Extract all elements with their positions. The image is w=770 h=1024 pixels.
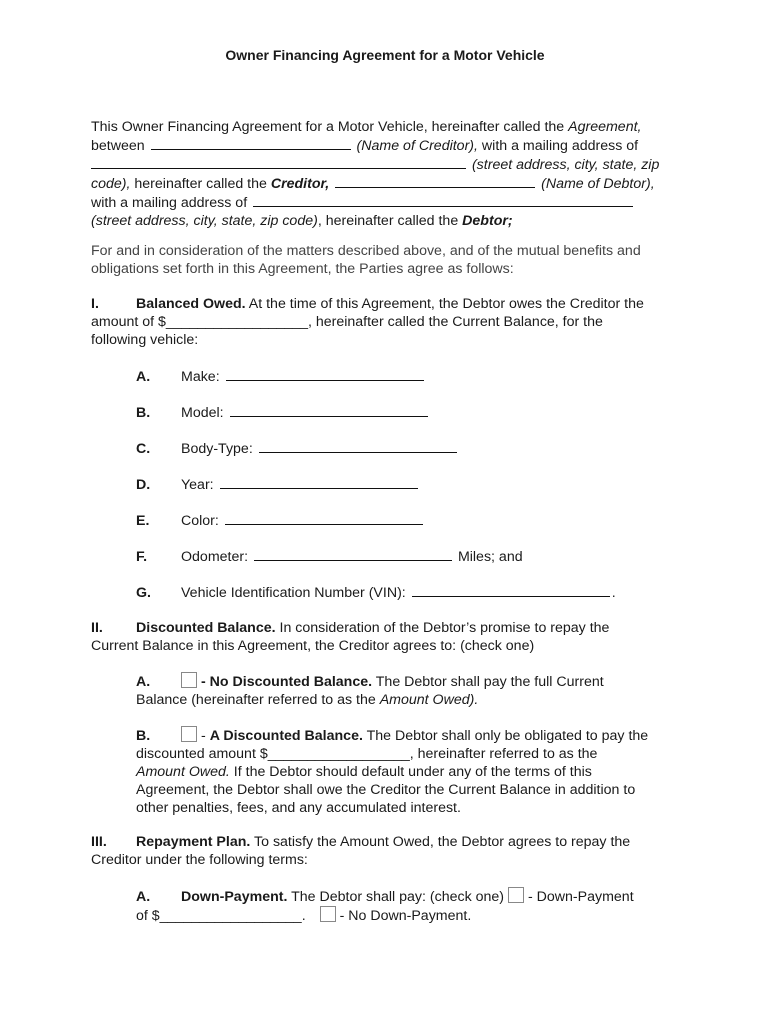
make-label: Make: <box>181 369 220 385</box>
item-letter: F. <box>136 549 148 565</box>
year-label: Year: <box>181 477 214 493</box>
intro-paragraph <box>91 118 681 230</box>
down-payment-option: - Down-Payment <box>527 889 634 905</box>
dash: - <box>201 728 206 744</box>
no-down-payment-option: - No Down-Payment. <box>339 908 472 924</box>
mailing-text: with a mailing address of <box>481 138 639 154</box>
item-letter: D. <box>136 477 151 493</box>
body-type-label: Body-Type: <box>181 441 253 457</box>
section-3-text: To satisfy the Amount Owed, the Debtor agrees to repay the <box>254 834 631 850</box>
section-1-amount-line: amount of $__________________, hereinafter called the Current Balance, for the <box>91 314 603 330</box>
section-2-number: II. <box>91 620 103 636</box>
street-address-hint: (street address, city, state, zip <box>471 157 660 173</box>
odometer-label: Odometer: <box>181 549 249 565</box>
color-label: Color: <box>181 513 219 529</box>
default-text-3: other penalties, fees, and any accumulated interest. <box>136 800 461 816</box>
body-type-blank[interactable] <box>259 439 457 453</box>
discount-amount-line: discounted amount $__________________, hereinafter referred to as the <box>136 746 598 762</box>
down-payment-heading: Down-Payment. <box>181 889 288 905</box>
discount-heading: A Discounted Balance. <box>209 728 363 744</box>
section-3 <box>91 833 681 869</box>
section-1-heading: Balanced Owed. <box>136 296 246 312</box>
vin-blank[interactable] <box>412 583 610 597</box>
street-address-hint-2: (street address, city, state, zip code) <box>91 213 318 229</box>
discount-text: The Debtor shall only be obligated to pay the <box>366 728 649 744</box>
year-blank[interactable] <box>220 475 418 489</box>
vehicle-vin-row <box>136 583 616 602</box>
creditor-address-blank[interactable] <box>91 155 466 169</box>
section-3-number: III. <box>91 834 107 850</box>
amount-owed-term: Amount Owed. <box>136 764 230 780</box>
section-1 <box>91 295 681 349</box>
name-of-creditor-hint: (Name of Creditor), <box>356 138 478 154</box>
vehicle-model-row <box>136 403 430 422</box>
debtor-term: Debtor; <box>462 213 513 229</box>
vehicle-color-row <box>136 511 425 530</box>
item-letter: E. <box>136 513 150 529</box>
debtor-name-blank[interactable] <box>335 174 535 188</box>
section-1-following: following vehicle: <box>91 332 199 348</box>
model-blank[interactable] <box>230 403 428 417</box>
vehicle-make-row <box>136 367 426 386</box>
option-letter: B. <box>136 728 151 744</box>
option-letter: A. <box>136 889 151 905</box>
vehicle-year-row <box>136 475 420 494</box>
no-down-payment-checkbox[interactable] <box>320 906 336 922</box>
item-letter: A. <box>136 369 151 385</box>
section-2-heading: Discounted Balance. <box>136 620 276 636</box>
make-blank[interactable] <box>226 367 424 381</box>
section-3-text-2: Creditor under the following terms: <box>91 852 308 868</box>
item-letter: B. <box>136 405 151 421</box>
no-discount-checkbox[interactable] <box>181 672 197 688</box>
vehicle-body-type-row <box>136 439 459 458</box>
default-text: If the Debtor should default under any of the terms of this <box>233 764 592 780</box>
section-2-option-b <box>136 726 681 817</box>
no-discount-heading: - No Discounted Balance. <box>201 674 373 690</box>
section-3-heading: Repayment Plan. <box>136 834 251 850</box>
creditor-term: Creditor, <box>270 176 330 192</box>
no-discount-text-2: Balance (hereinafter referred to as the <box>136 692 376 708</box>
section-2-text-2: Current Balance in this Agreement, the Creditor agrees to: (check one) <box>91 638 535 654</box>
between-text: between <box>91 138 145 154</box>
model-label: Model: <box>181 405 224 421</box>
vin-period: . <box>611 585 616 601</box>
section-2 <box>91 619 681 655</box>
section-3-option-a <box>136 887 681 925</box>
down-payment-amount: of $__________________. <box>136 908 306 924</box>
option-letter: A. <box>136 674 151 690</box>
down-payment-checkbox[interactable] <box>508 887 524 903</box>
called-creditor-text: hereinafter called the <box>134 176 267 192</box>
miles-text: Miles; and <box>457 549 523 565</box>
vehicle-odometer-row <box>136 547 523 566</box>
consideration-paragraph: For and in consideration of the matters described above, and of the mutual benefits and obligations set forth in this Agreement, the Parties agree as follows: <box>91 243 641 277</box>
creditor-name-blank[interactable] <box>151 136 351 150</box>
debtor-address-blank[interactable] <box>253 193 633 207</box>
name-of-debtor-hint: (Name of Debtor), <box>541 176 655 192</box>
amount-owed-term: Amount Owed). <box>379 692 479 708</box>
color-blank[interactable] <box>225 511 423 525</box>
down-payment-text: The Debtor shall pay: (check one) <box>291 889 505 905</box>
no-discount-text: The Debtor shall pay the full Current <box>375 674 604 690</box>
section-1-text: At the time of this Agreement, the Debtor owes the Creditor the <box>248 296 644 312</box>
agreement-term: Agreement, <box>568 119 642 135</box>
code-hint: code), <box>91 176 131 192</box>
document-title: Owner Financing Agreement for a Motor Vehicle <box>225 47 545 63</box>
intro-text: This Owner Financing Agreement for a Motor Vehicle, hereinafter called the <box>91 119 565 135</box>
odometer-blank[interactable] <box>254 547 452 561</box>
section-2-option-a <box>136 672 681 709</box>
item-letter: G. <box>136 585 151 601</box>
default-text-2: Agreement, the Debtor shall owe the Creditor the Current Balance in addition to <box>136 782 636 798</box>
item-letter: C. <box>136 441 151 457</box>
called-debtor-text: , hereinafter called the <box>317 213 459 229</box>
section-2-text: In consideration of the Debtor’s promise to repay the <box>279 620 610 636</box>
discount-checkbox[interactable] <box>181 726 197 742</box>
vin-label: Vehicle Identification Number (VIN): <box>181 585 406 601</box>
mailing-text-2: with a mailing address of <box>91 195 248 211</box>
section-1-number: I. <box>91 296 99 312</box>
